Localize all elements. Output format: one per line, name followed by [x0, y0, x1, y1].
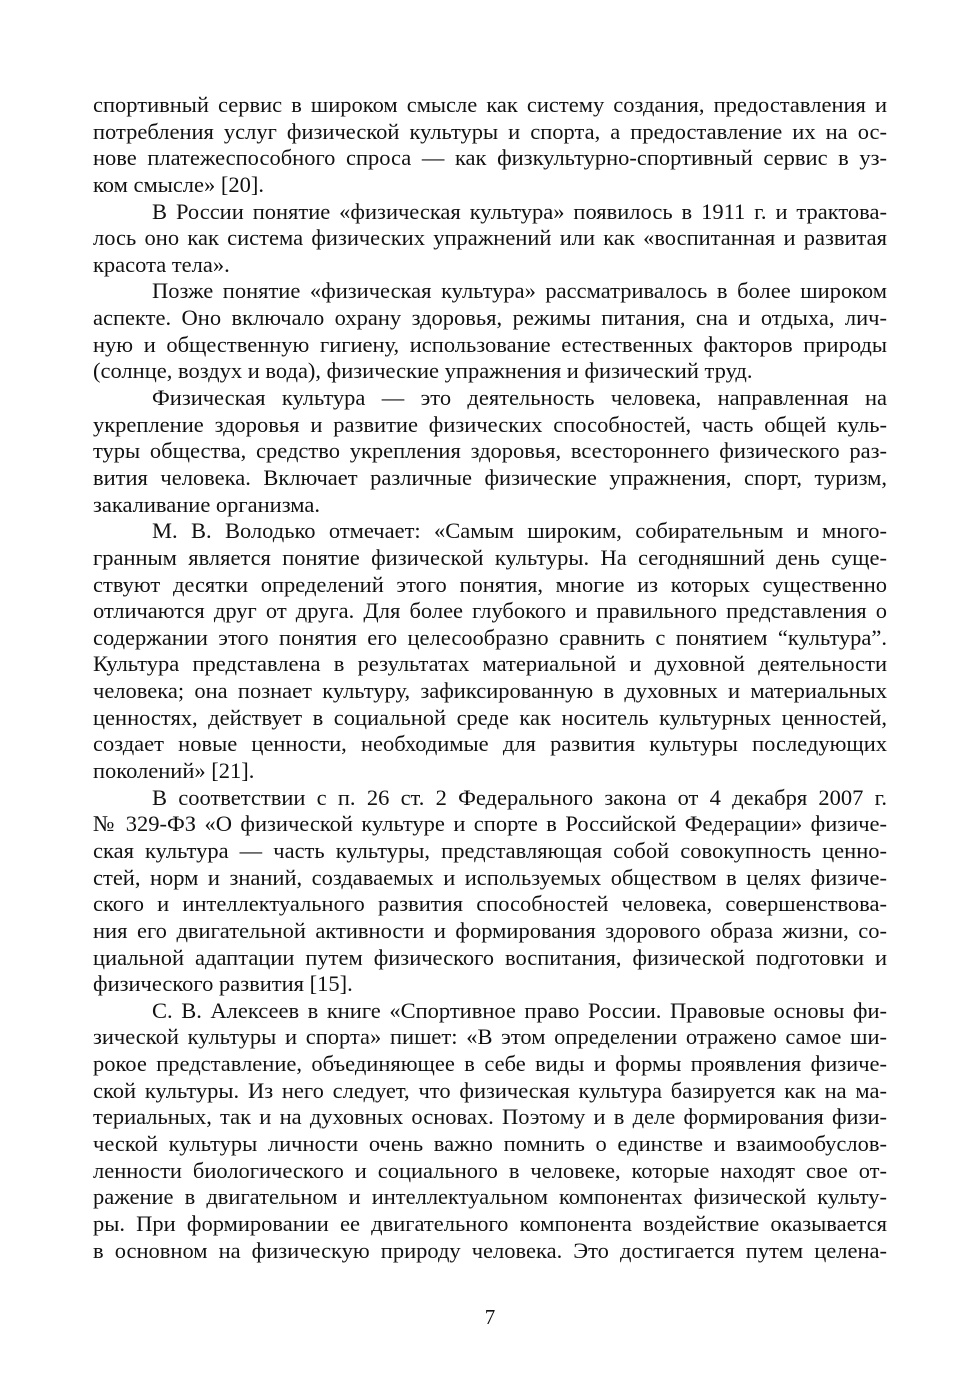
paragraph [93, 785, 887, 998]
text-line: ствуют десятки определений этого понятия, многие из которых существенно [93, 571, 887, 597]
text-line: ры. При формировании ее двигательного компонента воздействие оказывается [93, 1210, 887, 1236]
text-line: нове платежеспособного спроса — как физкультурно-спортивный сервис в уз- [93, 145, 887, 171]
text-line: ленности биологического и социального в человеке, которые находят свое от- [93, 1157, 887, 1183]
text-line: С. В. Алексеев в книге «Спортивное право России. Правовые основы фи- [152, 997, 887, 1023]
text-line: Позже понятие «физическая культура» рассматривалось в более широком [152, 278, 887, 304]
text-line: В соответствии с п. 26 ст. 2 Федерального закона от 4 декабря 2007 г. [152, 784, 887, 810]
text-line: туры общества, средство укрепления здоровья, всестороннего физического раз- [93, 438, 887, 464]
text-line: ком смысле» [20]. [93, 171, 265, 197]
text-line: ческой культуры личности очень важно помнить о единстве и взаимообуслов- [93, 1130, 887, 1156]
text-line: в основном на физическую природу человека. Это достигается путем целена- [93, 1237, 887, 1263]
text-line: аспекте. Оно включало охрану здоровья, режимы питания, сна и отдыха, лич- [93, 305, 887, 331]
text-line: спортивный сервис в широком смысле как систему создания, предоставления и [93, 92, 887, 117]
text-line: создает новые ценности, необходимые для развития культуры последующих [93, 731, 887, 757]
page-number: 7 [484, 1305, 496, 1329]
text-line: отличаются друг от друга. Для более глубокого и правильного представления о [93, 598, 887, 624]
text-line: ценностях, действует в социальной среде как носитель культурных ценностей, [93, 704, 887, 730]
paragraph [93, 92, 887, 199]
text-line: Культура представлена в результатах материальной и духовной деятельности [93, 651, 887, 677]
text-line: потребления услуг физической культуры и спорта, а предоставление их на ос- [93, 118, 887, 144]
text-line: ского и интеллектуального развития способностей человека, совершенствова- [93, 891, 887, 917]
text-line: закаливание организма. [93, 491, 320, 517]
paragraph [93, 998, 887, 1264]
text-line: ную и общественную гигиену, использование естественных факторов природы [93, 331, 887, 357]
text-line: териальных, так и на духовных основах. Поэтому и в деле формирования физи- [93, 1104, 887, 1130]
text-line: лось оно как система физических упражнений или как «воспитанная и развитая [93, 225, 887, 251]
text-line: В России понятие «физическая культура» появилось в 1911 г. и трактова- [152, 198, 887, 224]
text-line: рокое представление, объединяющее в себе виды и формы проявления физиче- [93, 1051, 887, 1077]
text-line: гранным является понятие физической культуры. На сегодняшний день суще- [93, 544, 887, 570]
paragraph [93, 385, 887, 518]
text-line: укрепление здоровья и развитие физических способностей, часть общей куль- [93, 411, 887, 437]
text-line: ражение в двигательном и интеллектуальном компонентах физической культу- [93, 1184, 887, 1210]
text-line: стей, норм и знаний, создаваемых и используемых обществом в целях физиче- [93, 864, 887, 890]
text-line: физического развития [15]. [93, 971, 353, 997]
text-line: (солнце, воздух и вода), физические упражнения и физический труд. [93, 358, 753, 384]
text-line: ская культура — часть культуры, представляющая собой совокупность ценно- [93, 837, 887, 863]
text-line: ской культуры. Из него следует, что физическая культура базируется как на ма- [93, 1077, 887, 1103]
text-line: циальной адаптации путем физического воспитания, физической подготовки и [93, 944, 887, 970]
text-line: М. В. Володько отмечает: «Самым широким, собирательным и много- [152, 518, 887, 544]
text-line: зической культуры и спорта» пишет: «В этом определении отражено самое ши- [93, 1024, 887, 1050]
text-body [93, 92, 887, 1264]
text-line: ния его двигательной активности и формирования здорового образа жизни, со- [93, 917, 887, 943]
text-line: человека; она познает культуру, зафиксированную в духовных и материальных [93, 678, 887, 704]
text-line: красота тела». [93, 251, 230, 277]
text-line: Физическая культура — это деятельность человека, направленная на [152, 385, 887, 411]
text-line: вития человека. Включает различные физические упражнения, спорт, туризм, [93, 464, 887, 490]
paragraph [93, 518, 887, 784]
text-line: содержании этого понятия его целесообразно сравнить с понятием “культура”. [93, 624, 887, 650]
paragraph [93, 199, 887, 279]
paragraph [93, 278, 887, 385]
text-line: № 329-ФЗ «О физической культуре и спорте в Российской Федерации» физиче- [93, 811, 887, 837]
text-line: поколений» [21]. [93, 758, 255, 784]
